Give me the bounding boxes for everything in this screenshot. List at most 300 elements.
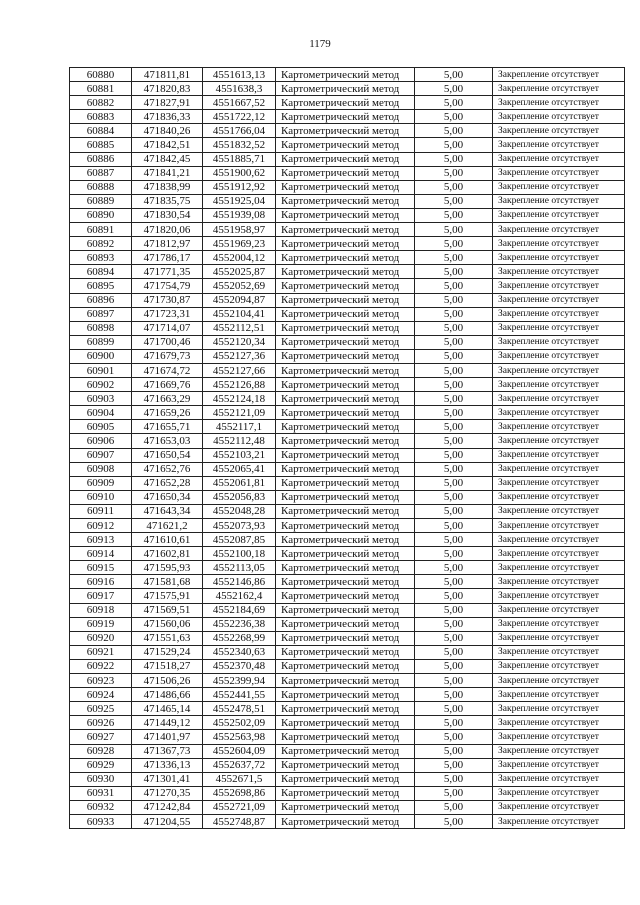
y-coordinate-cell: 4552671,5 xyxy=(203,772,276,786)
point-number-cell: 60903 xyxy=(70,392,132,406)
table-row xyxy=(70,363,625,377)
table-row xyxy=(70,392,625,406)
fixation-cell: Закрепление отсутствует xyxy=(493,716,625,730)
y-coordinate-cell: 4551832,52 xyxy=(203,138,276,152)
x-coordinate-cell: 471551,63 xyxy=(132,631,203,645)
y-coordinate-cell: 4552124,18 xyxy=(203,392,276,406)
method-cell: Картометрический метод xyxy=(276,758,415,772)
x-coordinate-cell: 471669,76 xyxy=(132,378,203,392)
point-number-cell: 60905 xyxy=(70,420,132,434)
table-row xyxy=(70,265,625,279)
x-coordinate-cell: 471811,81 xyxy=(132,68,203,82)
method-cell: Картометрический метод xyxy=(276,434,415,448)
x-coordinate-cell: 471841,21 xyxy=(132,166,203,180)
y-coordinate-cell: 4552748,87 xyxy=(203,814,276,828)
y-coordinate-cell: 4551613,13 xyxy=(203,68,276,82)
accuracy-cell: 5,00 xyxy=(415,476,493,490)
y-coordinate-cell: 4552120,34 xyxy=(203,335,276,349)
fixation-cell: Закрепление отсутствует xyxy=(493,166,625,180)
method-cell: Картометрический метод xyxy=(276,730,415,744)
x-coordinate-cell: 471653,03 xyxy=(132,434,203,448)
method-cell: Картометрический метод xyxy=(276,561,415,575)
y-coordinate-cell: 4552121,09 xyxy=(203,406,276,420)
y-coordinate-cell: 4552056,83 xyxy=(203,490,276,504)
y-coordinate-cell: 4551722,12 xyxy=(203,110,276,124)
method-cell: Картометрический метод xyxy=(276,589,415,603)
x-coordinate-cell: 471518,27 xyxy=(132,659,203,673)
accuracy-cell: 5,00 xyxy=(415,279,493,293)
method-cell: Картометрический метод xyxy=(276,110,415,124)
table-row xyxy=(70,237,625,251)
y-coordinate-cell: 4552112,48 xyxy=(203,434,276,448)
y-coordinate-cell: 4552184,69 xyxy=(203,603,276,617)
accuracy-cell: 5,00 xyxy=(415,533,493,547)
table-row xyxy=(70,603,625,617)
accuracy-cell: 5,00 xyxy=(415,307,493,321)
table-row xyxy=(70,223,625,237)
accuracy-cell: 5,00 xyxy=(415,166,493,180)
x-coordinate-cell: 471610,61 xyxy=(132,533,203,547)
method-cell: Картометрический метод xyxy=(276,392,415,406)
fixation-cell: Закрепление отсутствует xyxy=(493,110,625,124)
fixation-cell: Закрепление отсутствует xyxy=(493,575,625,589)
accuracy-cell: 5,00 xyxy=(415,293,493,307)
accuracy-cell: 5,00 xyxy=(415,800,493,814)
method-cell: Картометрический метод xyxy=(276,688,415,702)
accuracy-cell: 5,00 xyxy=(415,561,493,575)
accuracy-cell: 5,00 xyxy=(415,82,493,96)
accuracy-cell: 5,00 xyxy=(415,223,493,237)
y-coordinate-cell: 4552025,87 xyxy=(203,265,276,279)
point-number-cell: 60885 xyxy=(70,138,132,152)
point-number-cell: 60908 xyxy=(70,462,132,476)
method-cell: Картометрический метод xyxy=(276,251,415,265)
y-coordinate-cell: 4551667,52 xyxy=(203,96,276,110)
point-number-cell: 60884 xyxy=(70,124,132,138)
method-cell: Картометрический метод xyxy=(276,533,415,547)
method-cell: Картометрический метод xyxy=(276,321,415,335)
y-coordinate-cell: 4551900,62 xyxy=(203,166,276,180)
y-coordinate-cell: 4552052,69 xyxy=(203,279,276,293)
fixation-cell: Закрепление отсутствует xyxy=(493,688,625,702)
fixation-cell: Закрепление отсутствует xyxy=(493,490,625,504)
point-number-cell: 60900 xyxy=(70,349,132,363)
point-number-cell: 60914 xyxy=(70,547,132,561)
fixation-cell: Закрепление отсутствует xyxy=(493,547,625,561)
method-cell: Картометрический метод xyxy=(276,208,415,222)
y-coordinate-cell: 4551638,3 xyxy=(203,82,276,96)
accuracy-cell: 5,00 xyxy=(415,814,493,828)
accuracy-cell: 5,00 xyxy=(415,490,493,504)
y-coordinate-cell: 4552478,51 xyxy=(203,702,276,716)
x-coordinate-cell: 471786,17 xyxy=(132,251,203,265)
point-number-cell: 60887 xyxy=(70,166,132,180)
x-coordinate-cell: 471835,75 xyxy=(132,194,203,208)
point-number-cell: 60922 xyxy=(70,659,132,673)
table-row xyxy=(70,476,625,490)
y-coordinate-cell: 4552094,87 xyxy=(203,293,276,307)
point-number-cell: 60904 xyxy=(70,406,132,420)
y-coordinate-cell: 4552126,88 xyxy=(203,378,276,392)
fixation-cell: Закрепление отсутствует xyxy=(493,180,625,194)
method-cell: Картометрический метод xyxy=(276,349,415,363)
x-coordinate-cell: 471838,99 xyxy=(132,180,203,194)
fixation-cell: Закрепление отсутствует xyxy=(493,504,625,518)
y-coordinate-cell: 4552162,4 xyxy=(203,589,276,603)
accuracy-cell: 5,00 xyxy=(415,547,493,561)
table-row xyxy=(70,716,625,730)
x-coordinate-cell: 471465,14 xyxy=(132,702,203,716)
y-coordinate-cell: 4552103,21 xyxy=(203,448,276,462)
table-row xyxy=(70,659,625,673)
x-coordinate-cell: 471650,54 xyxy=(132,448,203,462)
method-cell: Картометрический метод xyxy=(276,166,415,180)
x-coordinate-cell: 471650,34 xyxy=(132,490,203,504)
method-cell: Картометрический метод xyxy=(276,307,415,321)
fixation-cell: Закрепление отсутствует xyxy=(493,96,625,110)
table-row xyxy=(70,152,625,166)
table-row xyxy=(70,786,625,800)
method-cell: Картометрический метод xyxy=(276,476,415,490)
point-number-cell: 60932 xyxy=(70,800,132,814)
table-row xyxy=(70,504,625,518)
accuracy-cell: 5,00 xyxy=(415,124,493,138)
y-coordinate-cell: 4551925,04 xyxy=(203,194,276,208)
point-number-cell: 60919 xyxy=(70,617,132,631)
accuracy-cell: 5,00 xyxy=(415,110,493,124)
method-cell: Картометрический метод xyxy=(276,631,415,645)
x-coordinate-cell: 471336,13 xyxy=(132,758,203,772)
table-row xyxy=(70,533,625,547)
method-cell: Картометрический метод xyxy=(276,138,415,152)
x-coordinate-cell: 471242,84 xyxy=(132,800,203,814)
x-coordinate-cell: 471663,29 xyxy=(132,392,203,406)
table-row xyxy=(70,82,625,96)
y-coordinate-cell: 4552087,85 xyxy=(203,533,276,547)
table-row xyxy=(70,434,625,448)
accuracy-cell: 5,00 xyxy=(415,321,493,335)
table-row xyxy=(70,547,625,561)
fixation-cell: Закрепление отсутствует xyxy=(493,420,625,434)
table-row xyxy=(70,645,625,659)
accuracy-cell: 5,00 xyxy=(415,265,493,279)
fixation-cell: Закрепление отсутствует xyxy=(493,800,625,814)
fixation-cell: Закрепление отсутствует xyxy=(493,589,625,603)
fixation-cell: Закрепление отсутствует xyxy=(493,378,625,392)
accuracy-cell: 5,00 xyxy=(415,363,493,377)
accuracy-cell: 5,00 xyxy=(415,603,493,617)
y-coordinate-cell: 4552127,66 xyxy=(203,363,276,377)
method-cell: Картометрический метод xyxy=(276,702,415,716)
y-coordinate-cell: 4552048,28 xyxy=(203,504,276,518)
x-coordinate-cell: 471679,73 xyxy=(132,349,203,363)
method-cell: Картометрический метод xyxy=(276,279,415,293)
point-number-cell: 60880 xyxy=(70,68,132,82)
point-number-cell: 60921 xyxy=(70,645,132,659)
fixation-cell: Закрепление отсутствует xyxy=(493,730,625,744)
point-number-cell: 60881 xyxy=(70,82,132,96)
x-coordinate-cell: 471529,24 xyxy=(132,645,203,659)
fixation-cell: Закрепление отсутствует xyxy=(493,237,625,251)
accuracy-cell: 5,00 xyxy=(415,237,493,251)
point-number-cell: 60897 xyxy=(70,307,132,321)
y-coordinate-cell: 4552100,18 xyxy=(203,547,276,561)
point-number-cell: 60882 xyxy=(70,96,132,110)
x-coordinate-cell: 471714,07 xyxy=(132,321,203,335)
fixation-cell: Закрепление отсутствует xyxy=(493,674,625,688)
table-row xyxy=(70,180,625,194)
table-row xyxy=(70,96,625,110)
method-cell: Картометрический метод xyxy=(276,378,415,392)
x-coordinate-cell: 471595,93 xyxy=(132,561,203,575)
table-row xyxy=(70,110,625,124)
point-number-cell: 60927 xyxy=(70,730,132,744)
point-number-cell: 60920 xyxy=(70,631,132,645)
y-coordinate-cell: 4552146,86 xyxy=(203,575,276,589)
method-cell: Картометрический метод xyxy=(276,406,415,420)
y-coordinate-cell: 4552370,48 xyxy=(203,659,276,673)
fixation-cell: Закрепление отсутствует xyxy=(493,307,625,321)
method-cell: Картометрический метод xyxy=(276,617,415,631)
fixation-cell: Закрепление отсутствует xyxy=(493,603,625,617)
accuracy-cell: 5,00 xyxy=(415,406,493,420)
fixation-cell: Закрепление отсутствует xyxy=(493,519,625,533)
table-row xyxy=(70,688,625,702)
point-number-cell: 60916 xyxy=(70,575,132,589)
accuracy-cell: 5,00 xyxy=(415,349,493,363)
point-number-cell: 60933 xyxy=(70,814,132,828)
table-row xyxy=(70,561,625,575)
point-number-cell: 60901 xyxy=(70,363,132,377)
point-number-cell: 60888 xyxy=(70,180,132,194)
point-number-cell: 60893 xyxy=(70,251,132,265)
fixation-cell: Закрепление отсутствует xyxy=(493,659,625,673)
accuracy-cell: 5,00 xyxy=(415,138,493,152)
fixation-cell: Закрепление отсутствует xyxy=(493,349,625,363)
y-coordinate-cell: 4552563,98 xyxy=(203,730,276,744)
accuracy-cell: 5,00 xyxy=(415,194,493,208)
y-coordinate-cell: 4552721,09 xyxy=(203,800,276,814)
point-number-cell: 60928 xyxy=(70,744,132,758)
y-coordinate-cell: 4552502,09 xyxy=(203,716,276,730)
y-coordinate-cell: 4552698,86 xyxy=(203,786,276,800)
y-coordinate-cell: 4551969,23 xyxy=(203,237,276,251)
table-row xyxy=(70,744,625,758)
point-number-cell: 60899 xyxy=(70,335,132,349)
method-cell: Картометрический метод xyxy=(276,462,415,476)
table-row xyxy=(70,349,625,363)
fixation-cell: Закрепление отсутствует xyxy=(493,251,625,265)
table-row xyxy=(70,702,625,716)
method-cell: Картометрический метод xyxy=(276,786,415,800)
accuracy-cell: 5,00 xyxy=(415,758,493,772)
accuracy-cell: 5,00 xyxy=(415,434,493,448)
table-row xyxy=(70,631,625,645)
y-coordinate-cell: 4552113,05 xyxy=(203,561,276,575)
x-coordinate-cell: 471602,81 xyxy=(132,547,203,561)
point-number-cell: 60889 xyxy=(70,194,132,208)
method-cell: Картометрический метод xyxy=(276,490,415,504)
table-row xyxy=(70,307,625,321)
y-coordinate-cell: 4552399,94 xyxy=(203,674,276,688)
table-row xyxy=(70,730,625,744)
fixation-cell: Закрепление отсутствует xyxy=(493,631,625,645)
method-cell: Картометрический метод xyxy=(276,335,415,349)
point-number-cell: 60902 xyxy=(70,378,132,392)
table-row xyxy=(70,321,625,335)
x-coordinate-cell: 471506,26 xyxy=(132,674,203,688)
accuracy-cell: 5,00 xyxy=(415,504,493,518)
table-row xyxy=(70,448,625,462)
table-row xyxy=(70,279,625,293)
table-body xyxy=(70,68,625,829)
x-coordinate-cell: 471830,54 xyxy=(132,208,203,222)
accuracy-cell: 5,00 xyxy=(415,519,493,533)
point-number-cell: 60886 xyxy=(70,152,132,166)
fixation-cell: Закрепление отсутствует xyxy=(493,645,625,659)
coordinates-table xyxy=(69,67,625,829)
accuracy-cell: 5,00 xyxy=(415,462,493,476)
table-row xyxy=(70,166,625,180)
y-coordinate-cell: 4552441,55 xyxy=(203,688,276,702)
accuracy-cell: 5,00 xyxy=(415,744,493,758)
point-number-cell: 60892 xyxy=(70,237,132,251)
table-row xyxy=(70,490,625,504)
table-row xyxy=(70,617,625,631)
method-cell: Картометрический метод xyxy=(276,96,415,110)
table-row xyxy=(70,378,625,392)
method-cell: Картометрический метод xyxy=(276,504,415,518)
method-cell: Картометрический метод xyxy=(276,180,415,194)
x-coordinate-cell: 471659,26 xyxy=(132,406,203,420)
table-row xyxy=(70,194,625,208)
y-coordinate-cell: 4552112,51 xyxy=(203,321,276,335)
fixation-cell: Закрепление отсутствует xyxy=(493,533,625,547)
y-coordinate-cell: 4551958,97 xyxy=(203,223,276,237)
table-row xyxy=(70,420,625,434)
fixation-cell: Закрепление отсутствует xyxy=(493,152,625,166)
x-coordinate-cell: 471560,06 xyxy=(132,617,203,631)
x-coordinate-cell: 471401,97 xyxy=(132,730,203,744)
point-number-cell: 60890 xyxy=(70,208,132,222)
method-cell: Картометрический метод xyxy=(276,82,415,96)
accuracy-cell: 5,00 xyxy=(415,152,493,166)
fixation-cell: Закрепление отсутствует xyxy=(493,744,625,758)
fixation-cell: Закрепление отсутствует xyxy=(493,208,625,222)
fixation-cell: Закрепление отсутствует xyxy=(493,194,625,208)
table-row xyxy=(70,814,625,828)
point-number-cell: 60917 xyxy=(70,589,132,603)
method-cell: Картометрический метод xyxy=(276,772,415,786)
fixation-cell: Закрепление отсутствует xyxy=(493,68,625,82)
x-coordinate-cell: 471820,06 xyxy=(132,223,203,237)
method-cell: Картометрический метод xyxy=(276,152,415,166)
x-coordinate-cell: 471643,34 xyxy=(132,504,203,518)
x-coordinate-cell: 471581,68 xyxy=(132,575,203,589)
fixation-cell: Закрепление отсутствует xyxy=(493,124,625,138)
x-coordinate-cell: 471771,35 xyxy=(132,265,203,279)
fixation-cell: Закрепление отсутствует xyxy=(493,448,625,462)
point-number-cell: 60915 xyxy=(70,561,132,575)
x-coordinate-cell: 471204,55 xyxy=(132,814,203,828)
point-number-cell: 60911 xyxy=(70,504,132,518)
accuracy-cell: 5,00 xyxy=(415,392,493,406)
method-cell: Картометрический метод xyxy=(276,519,415,533)
table-row xyxy=(70,335,625,349)
table-row xyxy=(70,251,625,265)
y-coordinate-cell: 4552637,72 xyxy=(203,758,276,772)
point-number-cell: 60924 xyxy=(70,688,132,702)
y-coordinate-cell: 4551939,08 xyxy=(203,208,276,222)
fixation-cell: Закрепление отсутствует xyxy=(493,406,625,420)
point-number-cell: 60925 xyxy=(70,702,132,716)
table-row xyxy=(70,758,625,772)
accuracy-cell: 5,00 xyxy=(415,772,493,786)
method-cell: Картометрический метод xyxy=(276,575,415,589)
x-coordinate-cell: 471301,41 xyxy=(132,772,203,786)
table-row xyxy=(70,406,625,420)
fixation-cell: Закрепление отсутствует xyxy=(493,392,625,406)
y-coordinate-cell: 4551912,92 xyxy=(203,180,276,194)
accuracy-cell: 5,00 xyxy=(415,68,493,82)
y-coordinate-cell: 4552236,38 xyxy=(203,617,276,631)
x-coordinate-cell: 471674,72 xyxy=(132,363,203,377)
x-coordinate-cell: 471820,83 xyxy=(132,82,203,96)
x-coordinate-cell: 471827,91 xyxy=(132,96,203,110)
fixation-cell: Закрепление отсутствует xyxy=(493,223,625,237)
accuracy-cell: 5,00 xyxy=(415,716,493,730)
y-coordinate-cell: 4552073,93 xyxy=(203,519,276,533)
method-cell: Картометрический метод xyxy=(276,68,415,82)
accuracy-cell: 5,00 xyxy=(415,335,493,349)
method-cell: Картометрический метод xyxy=(276,645,415,659)
point-number-cell: 60913 xyxy=(70,533,132,547)
x-coordinate-cell: 471723,31 xyxy=(132,307,203,321)
fixation-cell: Закрепление отсутствует xyxy=(493,82,625,96)
table-row xyxy=(70,800,625,814)
point-number-cell: 60891 xyxy=(70,223,132,237)
method-cell: Картометрический метод xyxy=(276,547,415,561)
point-number-cell: 60926 xyxy=(70,716,132,730)
table-row xyxy=(70,293,625,307)
accuracy-cell: 5,00 xyxy=(415,631,493,645)
method-cell: Картометрический метод xyxy=(276,674,415,688)
table-row xyxy=(70,674,625,688)
point-number-cell: 60898 xyxy=(70,321,132,335)
y-coordinate-cell: 4552117,1 xyxy=(203,420,276,434)
accuracy-cell: 5,00 xyxy=(415,251,493,265)
fixation-cell: Закрепление отсутствует xyxy=(493,617,625,631)
accuracy-cell: 5,00 xyxy=(415,448,493,462)
x-coordinate-cell: 471575,91 xyxy=(132,589,203,603)
y-coordinate-cell: 4552065,41 xyxy=(203,462,276,476)
page-number: 1179 xyxy=(309,38,331,50)
fixation-cell: Закрепление отсутствует xyxy=(493,293,625,307)
table-row xyxy=(70,462,625,476)
fixation-cell: Закрепление отсутствует xyxy=(493,363,625,377)
method-cell: Картометрический метод xyxy=(276,716,415,730)
fixation-cell: Закрепление отсутствует xyxy=(493,786,625,800)
y-coordinate-cell: 4552127,36 xyxy=(203,349,276,363)
point-number-cell: 60931 xyxy=(70,786,132,800)
x-coordinate-cell: 471842,45 xyxy=(132,152,203,166)
point-number-cell: 60906 xyxy=(70,434,132,448)
method-cell: Картометрический метод xyxy=(276,814,415,828)
x-coordinate-cell: 471486,66 xyxy=(132,688,203,702)
method-cell: Картометрический метод xyxy=(276,448,415,462)
accuracy-cell: 5,00 xyxy=(415,645,493,659)
x-coordinate-cell: 471842,51 xyxy=(132,138,203,152)
